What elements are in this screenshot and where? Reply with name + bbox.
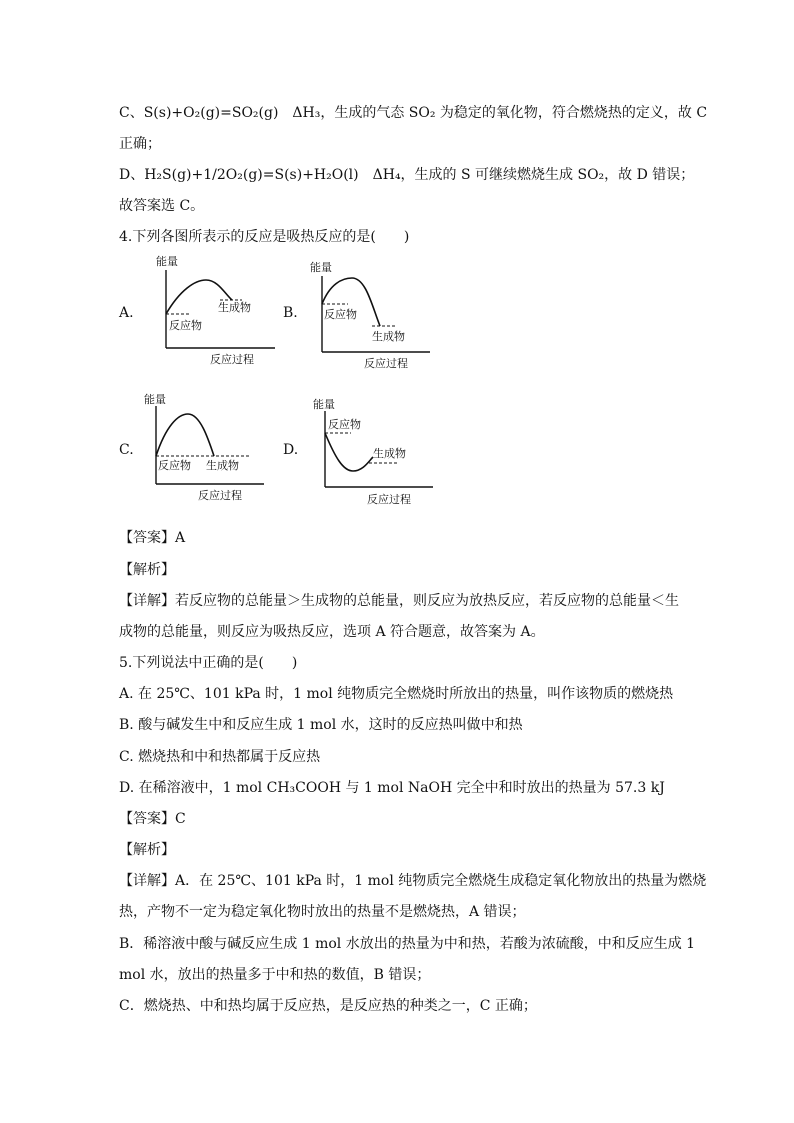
option-b-label: B. <box>283 305 298 321</box>
detail-q5-line4: mol 水，放出的热量多于中和热的数值，B 错误； <box>119 967 431 983</box>
detail-q5-line2: 热，产物不一定为稳定氧化物时放出的热量不是燃烧热，A 错误； <box>119 904 526 920</box>
diagram-c-x-label: 反应过程 <box>198 489 242 502</box>
analysis-heading-q5: 【解析】 <box>119 842 175 858</box>
diagram-b-product-label: 生成物 <box>372 330 405 343</box>
diagram-d-x-label: 反应过程 <box>367 493 411 506</box>
question-5-option-d: D. 在稀溶液中，1 mol CH₃COOH 与 1 mol NaOH 完全中和时放出的热量为 57.3 kJ <box>119 780 665 796</box>
diagram-d <box>311 395 441 514</box>
diagram-d-reactant-label: 反应物 <box>328 418 361 431</box>
diagram-b <box>308 258 438 377</box>
question-5-option-b: B. 酸与碱发生中和反应生成 1 mol 水，这时的反应热叫做中和热 <box>119 717 523 733</box>
diagram-a-x-label: 反应过程 <box>210 353 254 366</box>
analysis-heading-q4: 【解析】 <box>119 562 175 578</box>
diagram-b-y-label: 能量 <box>310 261 332 274</box>
diagram-d-y-label: 能量 <box>313 398 335 411</box>
diagram-b-x-label: 反应过程 <box>364 357 408 370</box>
question-4-stem: 4.下列各图所表示的反应是吸热反应的是( ) <box>119 229 410 245</box>
diagram-d-curve <box>325 433 373 471</box>
detail-q5-line5: C．燃烧热、中和热均属于反应热，是反应热的种类之一，C 正确； <box>119 998 537 1014</box>
option-c-label: C. <box>119 442 134 458</box>
option-d-label: D. <box>283 442 299 458</box>
option-a-label: A. <box>119 305 134 321</box>
question-5-option-a: A. 在 25℃、101 kPa 时，1 mol 纯物质完全燃烧时所放出的热量，叫作该物质的燃烧热 <box>119 686 674 702</box>
answer-q4: 【答案】A <box>119 530 186 546</box>
detail-q5-line3: B．稀溶液中酸与碱反应生成 1 mol 水放出的热量为中和热，若酸为浓硫酸，中和反应生成 1 <box>119 936 696 952</box>
detail-q4-line1: 【详解】若反应物的总能量＞生成物的总能量，则反应为放热反应，若反应物的总能量＜生 <box>119 593 679 609</box>
detail-q4-line2: 成物的总能量，则反应为吸热反应，选项 A 符合题意，故答案为 A。 <box>119 624 545 640</box>
diagram-c-curve <box>156 414 214 456</box>
diagram-a-reactant-label: 反应物 <box>169 319 202 332</box>
text-line-d-option-explanation: D、H₂S(g)+1/2O₂(g)=S(s)+H₂O(l) ΔH₄，生成的 S 可继续燃烧生成 SO₂，故 D 错误； <box>119 167 695 183</box>
text-line-answer-c: 故答案选 C。 <box>119 198 205 214</box>
diagram-c-product-label: 生成物 <box>206 459 239 472</box>
diagram-d-product-label: 生成物 <box>373 447 406 460</box>
diagram-b-reactant-label: 反应物 <box>324 308 357 321</box>
detail-q5-line1: 【详解】A．在 25℃、101 kPa 时，1 mol 纯物质完全燃烧生成稳定氧化物放出的热量为燃烧 <box>119 873 707 889</box>
question-5-stem: 5.下列说法中正确的是( ) <box>119 655 298 671</box>
text-line-c-correct: 正确； <box>119 136 161 152</box>
answer-q5: 【答案】C <box>119 811 186 827</box>
diagram-c <box>142 390 272 509</box>
diagram-a-product-label: 生成物 <box>218 301 251 314</box>
diagram-a-y-label: 能量 <box>156 255 178 268</box>
text-line-c-option-explanation: C、S(s)+O₂(g)=SO₂(g) ΔH₃，生成的气态 SO₂ 为稳定的氧化物，符合燃烧热的定义，故 C <box>119 105 708 121</box>
question-5-option-c: C. 燃烧热和中和热都属于反应热 <box>119 749 321 765</box>
diagram-a <box>150 252 280 371</box>
diagram-c-reactant-label: 反应物 <box>158 459 191 472</box>
diagram-c-y-label: 能量 <box>144 393 166 406</box>
